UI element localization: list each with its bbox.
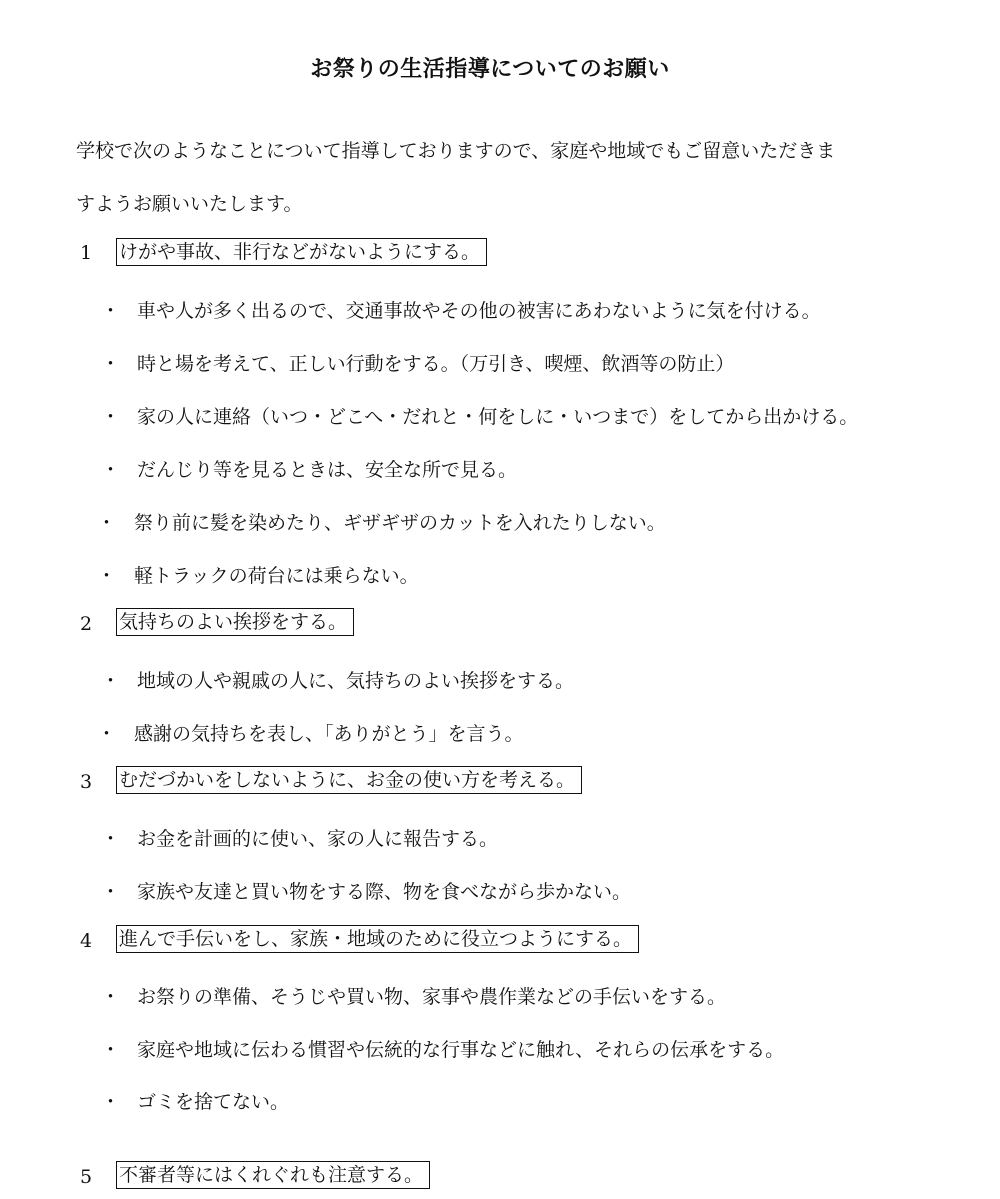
section-5-heading: 不審者等にはくれぐれも注意する。 bbox=[116, 1161, 430, 1189]
section-1-item-2: 時と場を考えて、正しい行動をする。（万引き、喫煙、飲酒等の防止） bbox=[137, 353, 735, 375]
bullet-mark: ・ bbox=[101, 670, 121, 692]
section-1-item-4: だんじり等を見るときは、安全な所で見る。 bbox=[137, 459, 518, 481]
intro-line-1: 学校で次のようなことについて指導しておりますので、家庭や地域でもご留意いただきま bbox=[76, 140, 836, 162]
section-4-item-2: 家庭や地域に伝わる慣習や伝統的な行事などに触れ、それらの伝承をする。 bbox=[137, 1039, 785, 1061]
bullet-mark: ・ bbox=[97, 565, 117, 587]
section-4-item-1: お祭りの準備、そうじや買い物、家事や農作業などの手伝いをする。 bbox=[137, 986, 727, 1008]
bullet-mark: ・ bbox=[97, 723, 117, 745]
section-2-number: 2 bbox=[80, 613, 93, 635]
bullet-mark: ・ bbox=[101, 353, 121, 375]
section-1-number: 1 bbox=[80, 242, 93, 264]
section-5-number: 5 bbox=[80, 1166, 93, 1188]
bullet-mark: ・ bbox=[101, 406, 121, 428]
section-4-heading: 進んで手伝いをし、家族・地域のために役立つようにする。 bbox=[116, 925, 639, 953]
section-1-heading: けがや事故、非行などがないようにする。 bbox=[116, 238, 487, 266]
bullet-mark: ・ bbox=[101, 986, 121, 1008]
section-2-item-2: 感謝の気持ちを表し、「ありがとう」を言う。 bbox=[134, 723, 524, 745]
bullet-mark: ・ bbox=[101, 300, 121, 322]
bullet-mark: ・ bbox=[101, 1091, 121, 1113]
section-2-heading: 気持ちのよい挨拶をする。 bbox=[116, 608, 354, 636]
bullet-mark: ・ bbox=[97, 512, 117, 534]
section-1-item-3: 家の人に連絡（いつ・どこへ・だれと・何をしに・いつまで）をしてから出かける。 bbox=[137, 406, 859, 428]
section-4-number: 4 bbox=[80, 930, 93, 952]
section-4-item-3: ゴミを捨てない。 bbox=[137, 1091, 290, 1113]
section-3-number: 3 bbox=[80, 771, 93, 793]
section-3-item-2: 家族や友達と買い物をする際、物を食べながら歩かない。 bbox=[137, 881, 632, 903]
section-1-item-6: 軽トラックの荷台には乗らない。 bbox=[134, 565, 419, 587]
section-2-item-1: 地域の人や親戚の人に、気持ちのよい挨拶をする。 bbox=[137, 670, 575, 692]
section-1-item-1: 車や人が多く出るので、交通事故やその他の被害にあわないように気を付ける。 bbox=[137, 300, 821, 322]
section-1-item-5: 祭り前に髪を染めたり、ギザギザのカットを入れたりしない。 bbox=[134, 512, 666, 534]
intro-line-2: すようお願いいたします。 bbox=[76, 193, 303, 215]
section-3-item-1: お金を計画的に使い、家の人に報告する。 bbox=[137, 828, 499, 850]
bullet-mark: ・ bbox=[101, 828, 121, 850]
section-3-heading: むだづかいをしないように、お金の使い方を考える。 bbox=[116, 766, 582, 794]
document-title: お祭りの生活指導についてのお願い bbox=[310, 56, 670, 82]
bullet-mark: ・ bbox=[101, 459, 121, 481]
bullet-mark: ・ bbox=[101, 881, 121, 903]
bullet-mark: ・ bbox=[101, 1039, 121, 1061]
